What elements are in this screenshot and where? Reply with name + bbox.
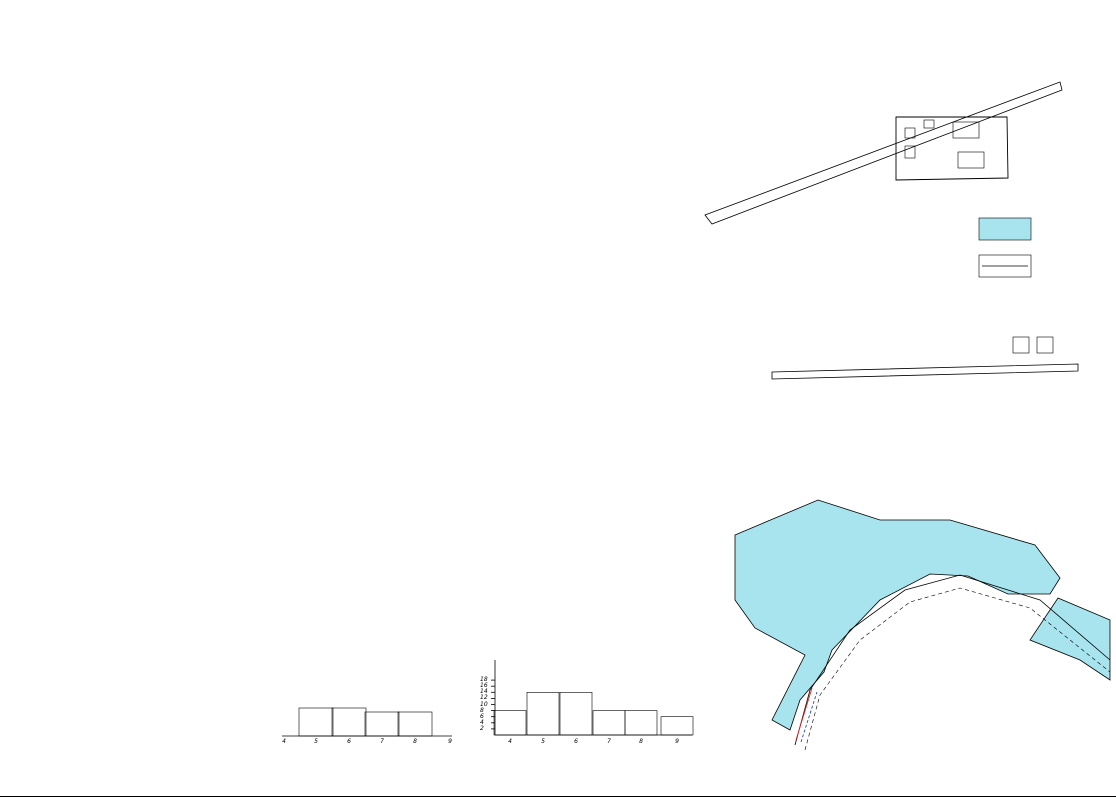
labor-x-tick: 5 <box>541 738 545 745</box>
legend-water-swatch <box>979 218 1031 240</box>
earth-x-tick: 5 <box>314 738 318 745</box>
labor-bar <box>593 711 625 735</box>
earth-bar <box>299 708 333 736</box>
labor-y-tick: 2 <box>480 724 484 732</box>
road-lower <box>772 364 1078 379</box>
road-upper <box>705 82 1062 224</box>
labor-y-tick: 16 <box>480 682 488 690</box>
earth-x-tick: 8 <box>413 738 417 745</box>
earth-bar <box>398 712 432 736</box>
labor-bar <box>527 692 559 735</box>
labor-y-tick: 4 <box>480 718 484 726</box>
labor-y-tick: 6 <box>480 712 484 720</box>
labor-y-tick: 8 <box>480 706 484 714</box>
labor-y-tick: 14 <box>480 688 488 696</box>
earth-x-tick: 4 <box>282 738 286 745</box>
earth-bar <box>365 712 399 736</box>
earth-x-tick: 7 <box>380 738 384 745</box>
labor-bar <box>661 717 693 735</box>
labor-x-tick: 7 <box>607 738 611 745</box>
labor-x-tick: 4 <box>508 738 512 745</box>
toilet-1 <box>1013 337 1029 353</box>
labor-x-tick: 6 <box>574 738 578 745</box>
labor-x-tick: 9 <box>675 738 679 745</box>
building-2 <box>958 152 984 168</box>
toilet-2 <box>1037 337 1053 353</box>
earth-x-tick: 9 <box>448 738 452 745</box>
labor-bar <box>494 711 526 735</box>
water-area <box>735 500 1060 730</box>
labor-y-tick: 10 <box>480 700 488 708</box>
water-area-right <box>1030 598 1110 680</box>
labor-bar <box>625 711 657 735</box>
labor-y-tick: 12 <box>480 694 488 702</box>
earth-bar <box>332 708 366 736</box>
labor-y-tick: 18 <box>480 676 488 684</box>
earth-x-tick: 6 <box>347 738 351 745</box>
labor-x-tick: 8 <box>639 738 643 745</box>
site-yard <box>896 117 1008 180</box>
building-8 <box>924 120 934 128</box>
labor-bar <box>560 692 592 735</box>
